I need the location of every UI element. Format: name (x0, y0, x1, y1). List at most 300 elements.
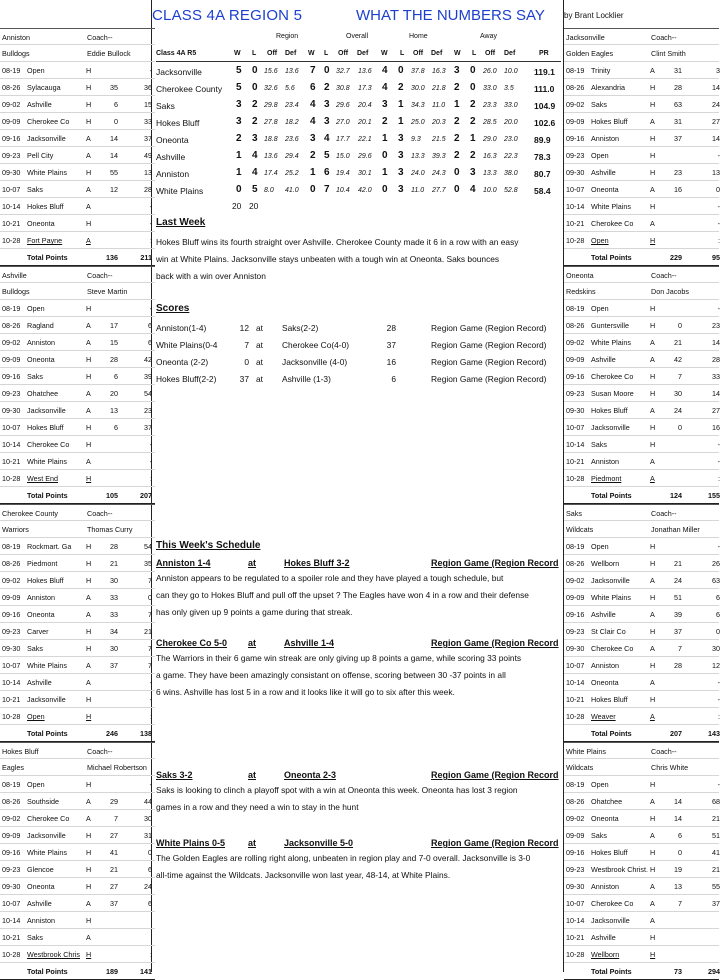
game-opponent: Open (591, 542, 609, 551)
group-label-region: Region (276, 33, 299, 40)
game-points-against: 37 (712, 899, 720, 908)
standings-ol: 0 (324, 65, 330, 76)
game-date: 08-26 (2, 797, 21, 806)
game-opponent: Susan Moore (591, 389, 634, 398)
game-row (564, 470, 719, 487)
total-points-row (0, 487, 155, 504)
game-row (0, 96, 155, 113)
standings-odef: 20.4 (358, 102, 372, 109)
game-home-away: H (86, 712, 92, 721)
standings-odef: 22.1 (358, 136, 372, 143)
game-row (0, 164, 155, 181)
game-points-against: 14 (712, 389, 720, 398)
game-row (0, 946, 155, 963)
team-header-row (0, 283, 155, 300)
team-city: Anniston (2, 33, 30, 42)
standings-ow: 6 (310, 82, 316, 93)
game-points-for: 16 (674, 185, 682, 194)
game-points-against: 6 (148, 899, 152, 908)
total-label: Total Points (591, 491, 632, 500)
page-subtitle: WHAT THE NUMBERS SAY (356, 7, 545, 24)
team-header-row (564, 283, 719, 300)
game-home-away: H (650, 151, 656, 160)
game-row (0, 895, 155, 912)
game-opponent: Oneonta (27, 610, 55, 619)
total-label: Total Points (27, 729, 68, 738)
total-against: 155 (708, 491, 720, 500)
game-points-against: 6 (148, 338, 152, 347)
game-row (564, 453, 719, 470)
game-opponent: Weaver (591, 712, 616, 721)
standings-total-l: 20 (249, 201, 259, 211)
column-header-off: Off (485, 50, 496, 57)
game-home-away: A (86, 389, 91, 398)
standings-al: 4 (470, 184, 476, 195)
standings-ow: 4 (310, 99, 316, 110)
game-points-for: 24 (674, 576, 682, 585)
game-row (564, 674, 719, 691)
game-date: 10-14 (2, 202, 21, 211)
score-home-team: Cherokee Co(4-0) (282, 340, 350, 350)
total-label: Total Points (591, 967, 632, 976)
game-row (564, 385, 719, 402)
game-opponent: Oneonta (27, 355, 55, 364)
game-points-against: - (717, 457, 720, 466)
standings-aw: 0 (454, 184, 460, 195)
column-header-l: L (324, 50, 329, 57)
game-date: 10-14 (566, 440, 585, 449)
score-home-points: 6 (391, 374, 396, 384)
game-home-away: H (86, 950, 92, 959)
game-points-against: - (717, 440, 720, 449)
column-header-w: W (454, 50, 461, 57)
game-points-for: 33 (110, 593, 118, 602)
game-row (564, 181, 719, 198)
game-opponent: Jacksonville (27, 406, 66, 415)
game-home-away: A (650, 355, 655, 364)
game-points-for: 34 (110, 627, 118, 636)
game-points-against: 24 (144, 882, 152, 891)
game-date: 08-19 (2, 304, 21, 313)
column-header-pr: PR (539, 50, 549, 57)
game-points-for: 7 (114, 814, 118, 823)
standings-roff: 17.4 (264, 170, 278, 177)
game-points-against: : (718, 712, 720, 721)
game-date: 09-23 (566, 865, 585, 874)
game-points-against: 35 (144, 559, 152, 568)
standings-aoff: 33.0 (483, 85, 497, 92)
game-home-away: H (86, 474, 92, 483)
game-date: 09-02 (566, 814, 585, 823)
schedule-away-team: Anniston 1-4 (156, 558, 211, 568)
game-date: 10-14 (566, 916, 585, 925)
game-date: 09-16 (566, 610, 585, 619)
game-home-away: A (86, 814, 91, 823)
game-row (564, 827, 719, 844)
team-header-row (564, 504, 719, 521)
game-opponent: Ashville (591, 168, 616, 177)
game-points-against: 21 (144, 627, 152, 636)
game-date: 09-16 (2, 610, 21, 619)
score-away-team: Oneonta (2-2) (156, 357, 209, 367)
game-row (564, 861, 719, 878)
game-home-away: H (650, 542, 656, 551)
game-row (564, 572, 719, 589)
score-at: at (256, 323, 263, 333)
standings-al: 1 (470, 133, 476, 144)
standings-hw: 2 (382, 116, 388, 127)
column-header-def: Def (431, 50, 443, 57)
standings-hw: 4 (382, 82, 388, 93)
game-points-against: 42 (144, 355, 152, 364)
game-row (564, 232, 719, 249)
game-home-away: A (650, 678, 655, 687)
game-home-away: H (86, 831, 92, 840)
schedule-preview-line: can they go to Hokes Bluff and pull off the upset ? The Eagles have won 4 in a row and their defense (156, 590, 529, 600)
game-opponent: Oneonta (27, 882, 55, 891)
game-home-away: A (650, 338, 655, 347)
game-points-against: - (717, 678, 720, 687)
game-opponent: White Plains (27, 457, 67, 466)
standings-aoff: 23.3 (483, 102, 497, 109)
game-home-away: H (650, 423, 656, 432)
schedule-preview-line: games in a row and they need a win to stay in the hunt (156, 802, 359, 812)
game-points-against: 21 (712, 814, 720, 823)
game-row (0, 300, 155, 317)
standings-hdef: 27.7 (432, 187, 446, 194)
schedule-heading: This Week's Schedule (156, 540, 261, 551)
column-header-off: Off (338, 50, 349, 57)
schedule-preview-line: all-time against the Wildcats. Jacksonville won last year, 48-14, at White Plains. (156, 870, 451, 880)
team-mascot: Redskins (566, 287, 596, 296)
game-row (564, 79, 719, 96)
game-opponent: Ashville (27, 100, 52, 109)
game-row (564, 691, 719, 708)
schedule-at: at (248, 838, 257, 848)
game-date: 09-23 (566, 627, 585, 636)
standings-hl: 1 (398, 116, 404, 127)
game-points-for: 41 (110, 848, 118, 857)
game-home-away: H (86, 882, 92, 891)
standings-row (156, 115, 561, 132)
game-points-against: - (149, 440, 152, 449)
game-date: 09-30 (566, 406, 585, 415)
game-points-for: 12 (110, 185, 118, 194)
game-opponent: Saks (27, 185, 43, 194)
game-row (564, 623, 719, 640)
total-points-row (0, 249, 155, 266)
game-home-away: H (86, 100, 92, 109)
standings-adef: 52.8 (504, 187, 518, 194)
game-points-against: - (717, 219, 720, 228)
column-header-l: L (472, 50, 477, 57)
game-date: 09-02 (2, 100, 21, 109)
game-row (564, 606, 719, 623)
game-date: 10-28 (566, 236, 585, 245)
game-points-against: 6 (148, 321, 152, 330)
game-points-for: 28 (110, 355, 118, 364)
standings-row (156, 98, 561, 115)
schedule-preview-line: a game. They have been amazingly consistant on offense, scoring between 30 -37 points in all (156, 670, 506, 680)
game-home-away: H (650, 304, 656, 313)
standings-team: Oneonta (156, 135, 189, 145)
total-points-row (564, 249, 719, 266)
game-date: 10-28 (566, 950, 585, 959)
game-date: 09-02 (2, 814, 21, 823)
standings-rl: 4 (252, 150, 258, 161)
standings-hoff: 30.0 (411, 85, 425, 92)
schedule-at: at (248, 770, 257, 780)
game-opponent: Anniston (27, 338, 55, 347)
standings-ooff: 17.7 (336, 136, 350, 143)
game-row (564, 62, 719, 79)
game-opponent: Open (591, 151, 609, 160)
game-points-for: 27 (110, 831, 118, 840)
score-at: at (256, 374, 263, 384)
game-opponent: Cherokee Co (27, 814, 70, 823)
game-points-against: - (149, 202, 152, 211)
standings-pr: 119.1 (534, 67, 555, 77)
game-opponent: Cherokee Co (591, 644, 634, 653)
standings-hl: 0 (398, 65, 404, 76)
game-opponent: Saks (591, 831, 607, 840)
left-team-panel (0, 28, 155, 980)
total-label: Total Points (27, 491, 68, 500)
game-home-away: H (650, 321, 656, 330)
game-points-for: 28 (674, 661, 682, 670)
game-points-for: 21 (674, 338, 682, 347)
game-row (564, 708, 719, 725)
game-opponent: Jacksonville (591, 916, 630, 925)
game-opponent: Oneonta (591, 678, 619, 687)
game-home-away: H (650, 100, 656, 109)
total-label: Total Points (591, 253, 632, 262)
game-opponent: Ashville (591, 610, 616, 619)
game-points-against: 44 (144, 797, 152, 806)
game-date: 10-07 (566, 185, 585, 194)
game-home-away: H (86, 644, 92, 653)
total-for: 124 (670, 491, 682, 500)
standings-aoff: 16.3 (483, 153, 497, 160)
total-against: 141 (140, 967, 152, 976)
game-points-against: 14 (712, 134, 720, 143)
game-row (564, 351, 719, 368)
game-date: 09-16 (2, 134, 21, 143)
score-away-team: Anniston(1-4) (156, 323, 207, 333)
byline: by Brant Locklier (564, 11, 624, 20)
standings-hdef: 21.5 (432, 136, 446, 143)
game-points-for: 6 (678, 831, 682, 840)
game-date: 10-07 (566, 899, 585, 908)
game-home-away: H (650, 202, 656, 211)
game-points-for: 21 (674, 559, 682, 568)
column-header-off: Off (267, 50, 278, 57)
game-row (0, 878, 155, 895)
standings-hdef: 11.0 (432, 102, 446, 109)
total-for: 207 (670, 729, 682, 738)
team-header-row (0, 504, 155, 521)
game-opponent: Ashville (591, 933, 616, 942)
standings-rdef: 13.6 (285, 68, 299, 75)
game-points-for: 24 (674, 406, 682, 415)
score-home-team: Jacksonville (4-0) (282, 357, 348, 367)
standings-ol: 3 (324, 116, 330, 127)
schedule-note: Region Game (Region Record (431, 838, 559, 848)
game-points-against: 7 (148, 610, 152, 619)
standings-ol: 3 (324, 99, 330, 110)
game-points-against: 13 (712, 168, 720, 177)
total-label: Total Points (591, 729, 632, 738)
game-opponent: Cherokee Co (591, 372, 634, 381)
standings-ow: 0 (310, 184, 316, 195)
game-home-away: H (86, 117, 92, 126)
standings-pr: 102.6 (534, 118, 556, 128)
standings-roff: 13.6 (264, 153, 278, 160)
game-date: 09-09 (566, 593, 585, 602)
game-row (564, 895, 719, 912)
game-row (564, 402, 719, 419)
game-points-for: 37 (674, 134, 682, 143)
game-home-away: A (650, 712, 655, 721)
game-row (0, 776, 155, 793)
total-against: 143 (708, 729, 720, 738)
schedule-at: at (248, 638, 257, 648)
game-home-away: H (650, 695, 656, 704)
game-row (0, 113, 155, 130)
game-row (0, 827, 155, 844)
game-points-against: - (149, 780, 152, 789)
standings-ow: 2 (310, 150, 316, 161)
standings-rw: 1 (236, 167, 242, 178)
coach-name: Steve Martin (87, 287, 128, 296)
game-opponent: Open (591, 780, 609, 789)
standings-aw: 2 (454, 116, 460, 127)
game-home-away: H (650, 593, 656, 602)
schedule-away-team: White Plains 0-5 (156, 838, 226, 848)
standings-ooff: 30.8 (336, 85, 350, 92)
game-points-for: 14 (674, 797, 682, 806)
game-points-for: 7 (678, 899, 682, 908)
standings-hdef: 24.3 (432, 170, 446, 177)
game-row (564, 300, 719, 317)
game-opponent: Anniston (591, 134, 619, 143)
game-home-away: A (650, 576, 655, 585)
game-opponent: Jacksonville (591, 576, 630, 585)
standings-row (156, 149, 561, 166)
game-points-against: - (717, 542, 720, 551)
game-row (0, 453, 155, 470)
standings-hw: 4 (382, 65, 388, 76)
game-points-for: 0 (678, 423, 682, 432)
game-date: 09-30 (2, 882, 21, 891)
coach-name: Thomas Curry (87, 525, 133, 534)
game-opponent: Rockmart. Ga (27, 542, 72, 551)
game-home-away: A (650, 797, 655, 806)
score-away-points: 12 (239, 323, 249, 333)
game-date: 10-28 (2, 712, 21, 721)
game-row (0, 861, 155, 878)
standings-odef: 13.6 (358, 68, 372, 75)
game-points-against: 63 (712, 576, 720, 585)
game-opponent: White Plains (591, 593, 631, 602)
game-home-away: H (86, 66, 92, 75)
team-city: Oneonta (566, 271, 594, 280)
score-note: Region Game (Region Record) (431, 340, 547, 350)
game-points-for: 15 (110, 338, 118, 347)
game-home-away: A (86, 185, 91, 194)
standings-adef: 3.5 (504, 85, 514, 92)
game-points-against: 6 (148, 865, 152, 874)
game-date: 08-19 (2, 66, 21, 75)
game-points-against: 24 (712, 100, 720, 109)
standings-hw: 3 (382, 99, 388, 110)
game-home-away: H (650, 83, 656, 92)
game-home-away: A (650, 219, 655, 228)
game-date: 10-07 (566, 423, 585, 432)
game-home-away: H (86, 423, 92, 432)
game-row (564, 147, 719, 164)
game-home-away: H (86, 576, 92, 585)
standings-odef: 20.1 (358, 119, 372, 126)
standings-team: Anniston (156, 169, 190, 179)
game-row (0, 232, 155, 249)
schedule-home-team: Oneonta 2-3 (284, 770, 337, 780)
game-opponent: Fort Payne (27, 236, 63, 245)
game-date: 10-21 (2, 457, 21, 466)
page-title: CLASS 4A REGION 5 (152, 7, 303, 24)
game-date: 09-23 (566, 151, 585, 160)
last-week-line: back with a win over Anniston (156, 271, 266, 281)
standings-pr: 111.0 (534, 84, 555, 94)
team-mascot: Eagles (2, 763, 24, 772)
game-points-against: 3 (716, 66, 720, 75)
standings-hoff: 25.0 (411, 119, 425, 126)
schedule-preview-line: Saks is looking to clinch a playoff spot with a win at Oneonta this week. Oneonta has lost 3 region (156, 785, 518, 795)
game-row (564, 334, 719, 351)
game-opponent: Westbrook Chris (27, 950, 80, 959)
game-opponent: Hokes Bluff (27, 423, 64, 432)
game-date: 10-21 (2, 933, 21, 942)
game-date: 09-16 (2, 848, 21, 857)
game-home-away: H (650, 236, 656, 245)
game-points-for: 37 (110, 661, 118, 670)
game-points-against: : (150, 950, 152, 959)
schedule-preview-line: The Warriors in their 6 game win streak are only giving up 8 points a game, while scoring 33 points (156, 653, 522, 663)
game-opponent: White Plains (591, 202, 631, 211)
game-points-against: 0 (716, 627, 720, 636)
standings-row (156, 132, 561, 149)
game-points-against: 6 (716, 610, 720, 619)
game-points-for: 33 (110, 610, 118, 619)
standings-row (156, 64, 561, 81)
game-points-against: 7 (148, 576, 152, 585)
game-row (564, 368, 719, 385)
column-header-w: W (308, 50, 315, 57)
last-week-line: Hokes Bluff wins its fourth straight over Ashville. Cherokee County made it 6 in a row with an easy (156, 237, 519, 247)
team-city: Ashville (2, 271, 27, 280)
total-points-row (0, 725, 155, 742)
game-opponent: Jacksonville (27, 831, 66, 840)
team-mascot: Wildcats (566, 763, 594, 772)
game-row (0, 572, 155, 589)
game-points-for: 28 (674, 83, 682, 92)
schedule-home-team: Ashville 1-4 (284, 638, 335, 648)
column-header-def: Def (285, 50, 297, 57)
game-points-for: 14 (110, 151, 118, 160)
game-opponent: Trinity (591, 66, 611, 75)
game-row (0, 589, 155, 606)
game-points-against: 37 (144, 423, 152, 432)
